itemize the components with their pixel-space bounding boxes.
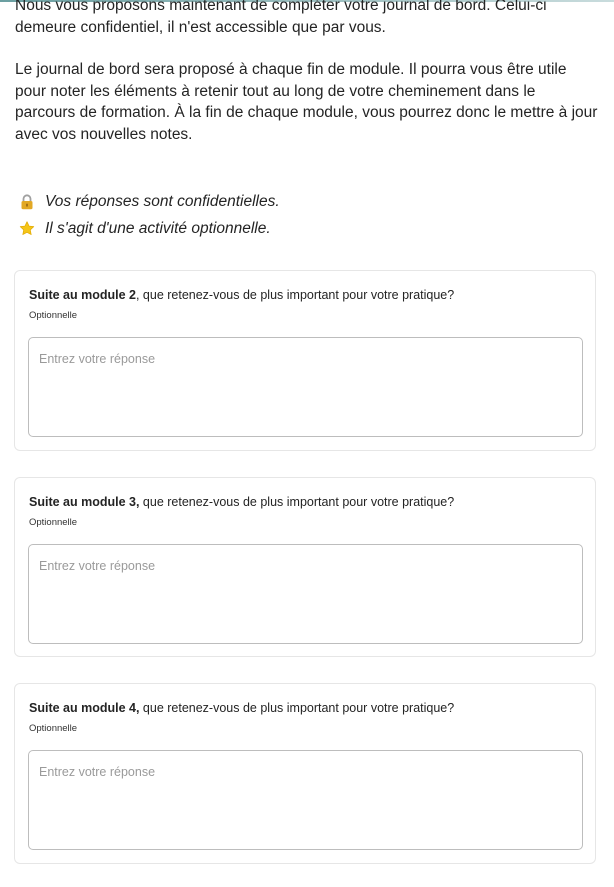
question-label-rest: que retenez-vous de plus important pour votre pratique? — [139, 495, 455, 509]
question-card-module-2 — [14, 270, 596, 451]
response-input-module-4[interactable] — [28, 750, 583, 850]
question-label-rest: que retenez-vous de plus important pour votre pratique? — [139, 701, 455, 715]
star-icon — [19, 220, 35, 238]
response-input-module-2[interactable] — [28, 337, 583, 437]
intro-paragraph-1: Nous vous proposons maintenant de compléter votre journal de bord. Celui-ci demeure confidentiel, il n'est accessible que par vous. — [15, 0, 547, 36]
question-label-bold: Suite au module 3, — [29, 495, 140, 509]
optional-label: Optionnelle — [29, 723, 78, 734]
question-card-module-3 — [14, 477, 596, 657]
question-label — [29, 287, 454, 304]
question-label — [29, 494, 454, 511]
note-optional-text: Il s'agit d'une activité optionnelle. — [45, 220, 271, 237]
note-confidential — [15, 188, 280, 215]
question-label-bold: Suite au module 2 — [29, 288, 136, 302]
note-optional — [15, 215, 280, 242]
question-card-module-4 — [14, 683, 596, 864]
question-label-rest: , que retenez-vous de plus important pour votre pratique? — [135, 288, 455, 302]
question-label — [29, 700, 454, 717]
intro-text — [15, 0, 600, 145]
optional-label: Optionnelle — [29, 310, 78, 321]
optional-label: Optionnelle — [29, 517, 78, 528]
intro-paragraph-2: Le journal de bord sera proposé à chaque fin de module. Il pourra vous être utile pour noter les éléments à retenir tout au long de votre cheminement dans le parcours de formation. À la fin de chaque module, vous pourrez donc le mettre à jour avec vos nouvelles notes. — [15, 61, 598, 143]
question-label-bold: Suite au module 4, — [29, 701, 140, 715]
note-confidential-text: Vos réponses sont confidentielles. — [45, 193, 280, 210]
lock-icon — [19, 193, 35, 211]
notes-list — [15, 188, 280, 242]
response-input-module-3[interactable] — [28, 544, 583, 644]
